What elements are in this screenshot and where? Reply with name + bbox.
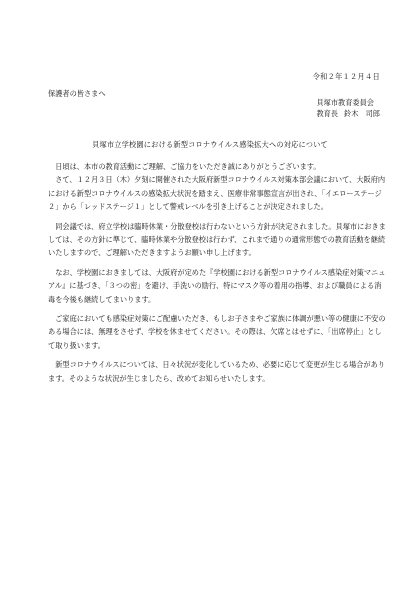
paragraph-policy: 同会議では、府立学校は臨時休業・分散登校は行わないという方針が決定されました。貝塚市におきましては、その方針に準じて、臨時休業や分散登校は行わず、これまで通りの通常形態での教育活動を継続いたしますので、ご理解いただきますようお願い申し上げます。 xyxy=(48,221,386,258)
document-date: 令和２年１２月４日 xyxy=(312,72,380,81)
recipient-line: 保護者の皆さまへ xyxy=(48,89,106,98)
paragraph-home-request: ご家庭においても感染症対策にご配慮いただき、もしお子さまやご家族に体調が悪い等の健康に不安のある場合には、無理をさせず、学校を休ませてください。その際は、欠席とはせずに、「出席停止」として取り扱います。 xyxy=(48,314,386,350)
document-title: 貝塚市立学校園における新型コロナウイルス感染拡大への対応について xyxy=(92,140,328,149)
paragraph-announcement: さて、１２月３日（木）夕刻に開催された大阪府新型コロナウイルス対策本部会議において、大阪府内における新型コロナウイルスの感染拡大状況を踏まえ、医療非常事態宣言が出され、「イエローステージ２」から「レッドステージ１」として警戒レベルを引き上げることが決定されました。 xyxy=(48,175,386,212)
sender-name-row xyxy=(316,109,380,120)
paragraph-notice: 新型コロナウイルスについては、日々状況が変化しているため、必要に応じて変更が生じる場合があります。そのような状況が生じましたら、改めてお知らせいたします。 xyxy=(48,360,385,383)
sender-block xyxy=(316,98,380,119)
paragraph-greeting: 日頃は、本市の教育活動にご理解、ご協力をいただき誠にありがとうございます。 xyxy=(55,162,321,171)
sender-organization: 貝塚市教育委員会 xyxy=(316,98,374,107)
paragraph-measures: なお、学校園におきましては、大阪府が定めた『学校園における新型コロナウイルス感染症対策マニュアル』に基づき、「３つの密」を避け、手洗いの励行、特にマスク等の着用の指導、および職員による消毒を今後も継続してまいります。 xyxy=(48,267,386,304)
document-body xyxy=(48,160,388,391)
sender-name: 鈴木 司郎 xyxy=(344,108,380,118)
sender-title: 教育長 xyxy=(316,108,339,118)
